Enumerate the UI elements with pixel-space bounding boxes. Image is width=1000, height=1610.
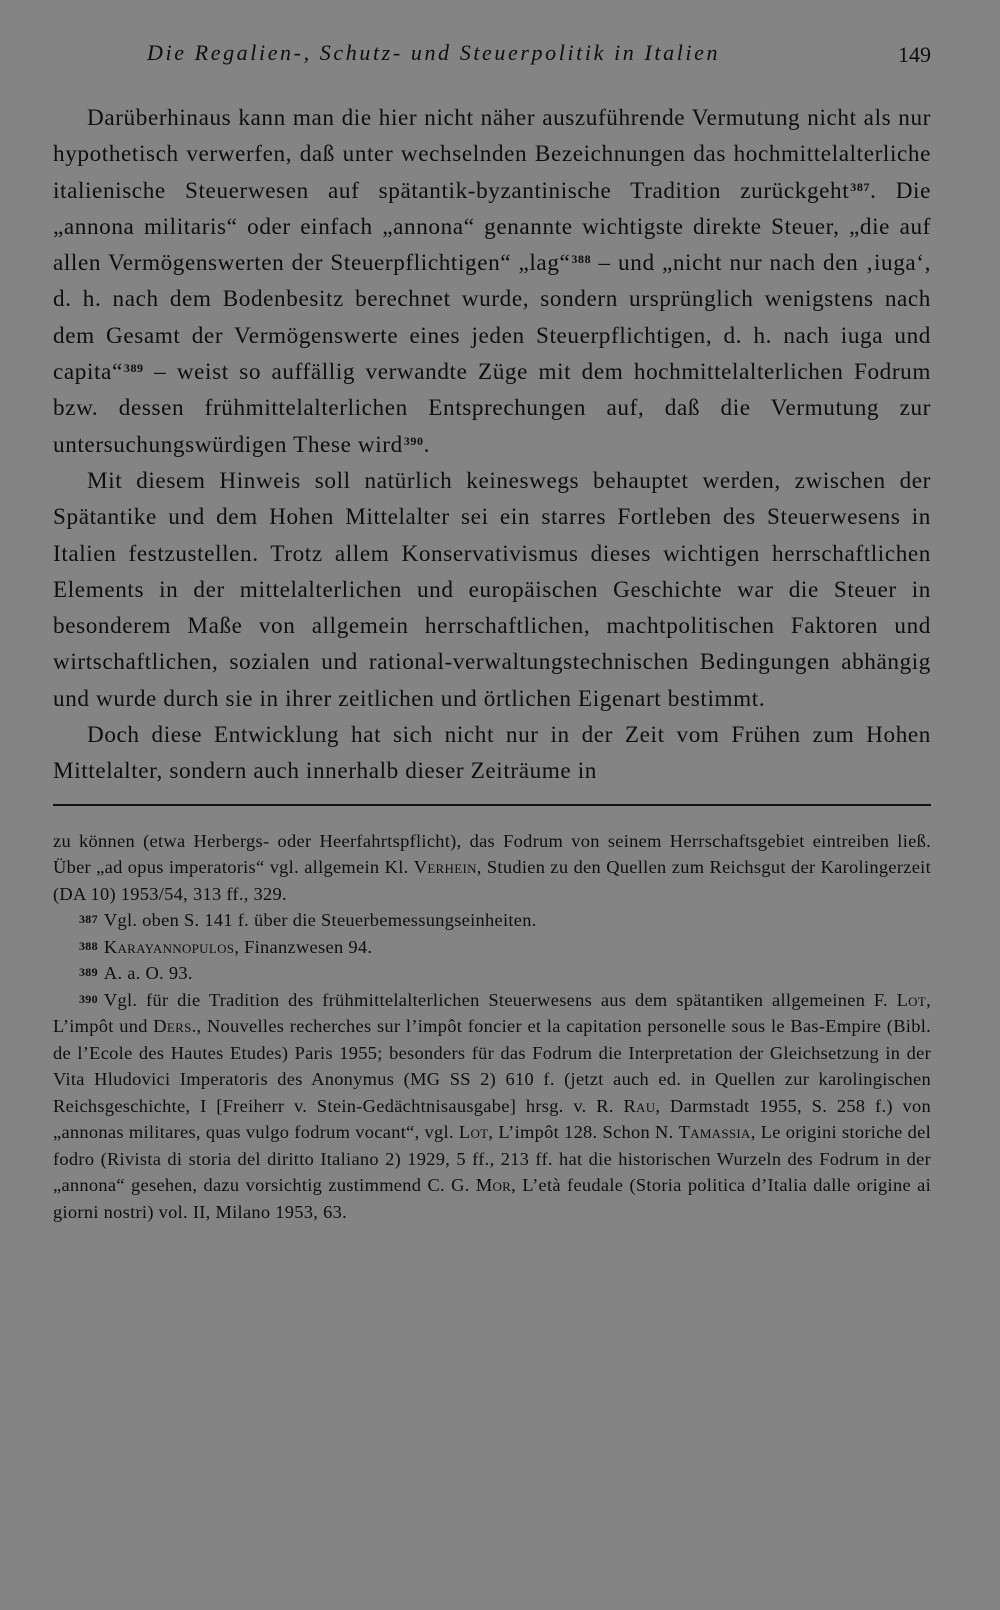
text-run: , Finanzwesen 94. [234, 936, 373, 957]
page-number: 149 [898, 42, 931, 67]
footnote-ref-387: 387 [850, 179, 871, 194]
paragraph-3: Doch diese Entwicklung hat sich nicht nur in der Zeit vom Frühen zum Hohen Mittelalter, sondern auch innerhalb dieser Zeiträume in [53, 722, 931, 785]
running-header [53, 40, 931, 74]
footnote-389 [53, 960, 931, 987]
text-run: A. a. O. 93. [103, 963, 193, 984]
text-run: Vgl. für die Tradition des frühmittelalterlichen Steuerwesens aus dem spätantiken allgemeinen F. [103, 989, 897, 1010]
footnote-number: 387 [79, 912, 98, 927]
text-run: , L’impôt und [53, 989, 931, 1037]
author-name: Ders [153, 1016, 192, 1037]
footnote-ref-389: 389 [123, 361, 144, 376]
book-page [53, 40, 931, 1225]
running-title: Die Regalien-, Schutz- und Steuerpolitik in Italien [147, 40, 721, 65]
footnote-390 [53, 987, 931, 1226]
footnote-ref-388: 388 [571, 252, 592, 267]
text-run: . [423, 431, 430, 458]
main-text [53, 100, 931, 790]
text-run: – weist so auffällig verwandte Züge mit dem hochmittelalterlichen Fodrum bzw. dessen frühmittelalterlichen Entsprechungen auf, daß die Vermutung zur untersuchungswürdigen These wird [53, 359, 931, 458]
text-run: ., Nouvelles recherches sur l’impôt foncier et la capitation personelle sous le Bas-Empire (Bibl. de l’Ecole des Hautes Etudes) Paris 1955; besonders für das Fodrum die Interpretation der Gleichsetzung in der Vita Hludovici Imperatoris des Anonymus (MG SS 2) 610 f. (jetzt auch ed. in Quellen zur karolingischen Reichsgeschichte, I [Freiherr v. Stein-Gedächtnisausgabe] hrsg. v. R. [53, 1016, 931, 1116]
author-name: Verhein [413, 857, 477, 878]
footnote-387 [53, 907, 931, 934]
footnote-388 [53, 934, 931, 961]
footnote-divider [53, 804, 931, 806]
author-name: Rau [623, 1095, 656, 1116]
text-run: Darüberhinaus kann man die hier nicht näher auszuführende Vermutung nicht als nur hypothetisch verwerfen, daß unter wechselnden Bezeichnungen das hochmittelalterliche italienische Steuerwesen auf spätantik-byzantinische Tradition zurückgeht [53, 105, 931, 204]
text-run: , Darmstadt 1955, S. 258 f.) von „annonas militares, quas vulgo fodrum vocant“, vgl. [53, 1095, 931, 1143]
author-name: Tamassia [678, 1122, 751, 1143]
text-run: , L’età feudale (Storia politica d’Italia dalle origine ai giorni nostri) vol. II, Milano 1953, 63. [53, 1175, 931, 1222]
footnote-continuation [53, 828, 931, 908]
text-run: Vgl. oben S. 141 f. über die Steuerbemessungseinheiten. [103, 910, 537, 931]
text-run: , L’impôt 128. Schon N. [488, 1122, 679, 1143]
text-run: , Studien zu den Quellen zum Reichsgut der Karolingerzeit (DA 10) 1953/54, 313 ff., 329. [53, 857, 931, 904]
footnote-number: 389 [79, 965, 98, 980]
footnote-number: 390 [79, 991, 98, 1006]
text-run: – und „nicht nur nach den ‚iuga‘, d. h. nach dem Bodenbesitz berechnet wurde, sondern ursprünglich wenigstens nach dem Gesamt der Vermögenswerte eines jeden Steuerpflichtigen, d. h. nach iuga und capita“ [53, 250, 931, 386]
text-run: . Die „annona militaris“ oder einfach „annona“ genannte wichtigste direkte Steuer, „die auf allen Vermögenswerten der Steuerpflichtigen“ „lag“ [53, 177, 931, 277]
text-run: , Le origini storiche del fodro (Rivista di storia del diritto Italiano 2) 1929, 5 ff., 213 ff. hat die historischen Wurzeln des Fodrum in der „annona“ gesehen, dazu vorsichtig zustimmend C. G. [53, 1122, 931, 1196]
footnotes [53, 828, 931, 1226]
author-name: Lot [896, 989, 927, 1010]
author-name: Karayannopulos [103, 936, 235, 957]
author-name: Mor [475, 1175, 512, 1196]
paragraph-1 [53, 100, 931, 463]
footnote-ref-390: 390 [403, 433, 424, 448]
footnote-number: 388 [79, 938, 98, 953]
paragraph-2: Mit diesem Hinweis soll natürlich keineswegs behauptet werden, zwischen der Spätantike und dem Hohen Mittelalter sei ein starres Fortleben des Steuerwesens in Italien festzustellen. Trotz allem Konservativismus dieses wichtigen herrschaftlichen Elements in der mittelalterlichen und europäischen Geschichte war die Steuer in besonderem Maße von allgemein herrschaftlichen, machtpolitischen Faktoren und wirtschaftlichen, sozialen und rational-verwaltungstechnischen Bedingungen abhängig und wurde durch sie in ihrer zeitlichen und örtlichen Eigenart bestimmt. [53, 467, 931, 712]
text-run: zu können (etwa Herbergs- oder Heerfahrtspflicht), das Fodrum von seinem Herrschaftsgebiet eintreiben ließ. Über „ad opus imperatoris“ vgl. allgemein Kl. [53, 830, 931, 878]
author-name: Lot [458, 1122, 489, 1143]
